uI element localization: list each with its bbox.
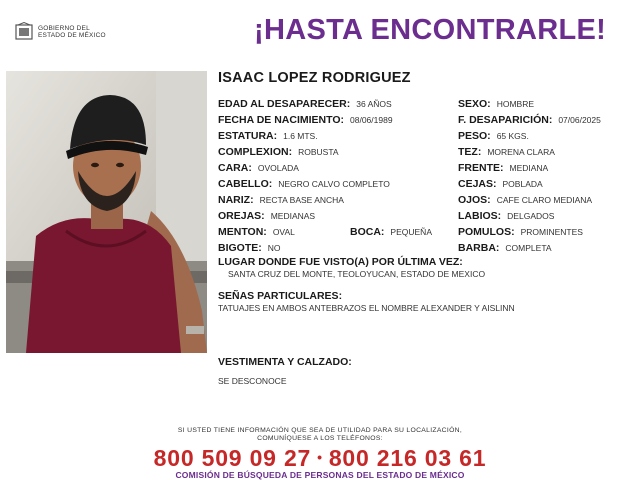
field-cejas: CEJAS: POBLADA bbox=[458, 178, 543, 190]
contact-note-line2: COMUNÍQUESE A LOS TELÉFONOS: bbox=[257, 435, 383, 442]
government-logo bbox=[14, 22, 106, 42]
field-barba: BARBA: COMPLETA bbox=[458, 242, 552, 254]
field-fecha-nacimiento: FECHA DE NACIMIENTO: 08/06/1989 bbox=[218, 114, 393, 126]
logo-line1: GOBIERNO DEL bbox=[38, 24, 90, 32]
field-frente: FRENTE: MEDIANA bbox=[458, 162, 549, 174]
field-nariz: NARIZ: RECTA BASE ANCHA bbox=[218, 194, 344, 206]
phone-separator: • bbox=[317, 449, 323, 465]
commission-name: COMISIÓN DE BÚSQUEDA DE PERSONAS DEL ESTADO DE MÉXICO bbox=[175, 470, 465, 480]
headline: ¡HASTA ENCONTRARLE! bbox=[254, 14, 607, 46]
state-government-seal-icon bbox=[14, 22, 34, 42]
field-estatura: ESTATURA: 1.6 MTS. bbox=[218, 130, 318, 142]
contact-note-line1: SI USTED TIENE INFORMACIÓN QUE SEA DE UTILIDAD PARA SU LOCALIZACIÓN, bbox=[177, 427, 463, 434]
phone-numbers bbox=[0, 445, 640, 472]
field-cara: CARA: OVOLADA bbox=[218, 162, 299, 174]
field-orejas: OREJAS: MEDIANAS bbox=[218, 210, 316, 222]
person-name: ISAAC LOPEZ RODRIGUEZ bbox=[218, 70, 411, 86]
field-cabello: CABELLO: NEGRO CALVO COMPLETO bbox=[218, 178, 390, 190]
field-ojos: OJOS: CAFE CLARO MEDIANA bbox=[458, 194, 593, 206]
field-peso: PESO: 65 KGS. bbox=[458, 130, 529, 142]
field-boca: BOCA: PEQUEÑA bbox=[350, 226, 432, 238]
missing-person-photo bbox=[6, 71, 207, 353]
clothing-label: VESTIMENTA Y CALZADO: bbox=[218, 356, 352, 368]
field-pomulos: POMULOS: PROMINENTES bbox=[458, 226, 583, 238]
last-seen-value: SANTA CRUZ DEL MONTE, TEOLOYUCAN, ESTADO DE MEXICO bbox=[228, 269, 486, 279]
last-seen-label: LUGAR DONDE FUE VISTO(A) POR ÚLTIMA VEZ: bbox=[218, 256, 463, 268]
marks-value: TATUAJES EN AMBOS ANTEBRAZOS EL NOMBRE ALEXANDER Y AISLINN bbox=[218, 303, 515, 313]
phone-number-2[interactable]: 800 216 03 61 bbox=[328, 445, 487, 471]
phone-number-1[interactable]: 800 509 09 27 bbox=[153, 445, 312, 471]
field-sexo: SEXO: HOMBRE bbox=[458, 98, 534, 110]
logo-line2: ESTADO DE MÉXICO bbox=[38, 32, 106, 39]
field-tez: TEZ: MORENA CLARA bbox=[458, 146, 555, 158]
field-fecha-desaparicion: F. DESAPARICIÓN: 07/06/2025 bbox=[458, 114, 601, 126]
field-menton: MENTON: OVAL bbox=[218, 226, 295, 238]
field-complexion: COMPLEXION: ROBUSTA bbox=[218, 146, 339, 158]
field-bigote: BIGOTE: NO bbox=[218, 242, 281, 254]
field-labios: LABIOS: DELGADOS bbox=[458, 210, 555, 222]
marks-label: SEÑAS PARTICULARES: bbox=[218, 290, 343, 302]
clothing-value: SE DESCONOCE bbox=[218, 376, 287, 386]
field-edad: EDAD AL DESAPARECER: 36 AÑOS bbox=[218, 98, 392, 110]
